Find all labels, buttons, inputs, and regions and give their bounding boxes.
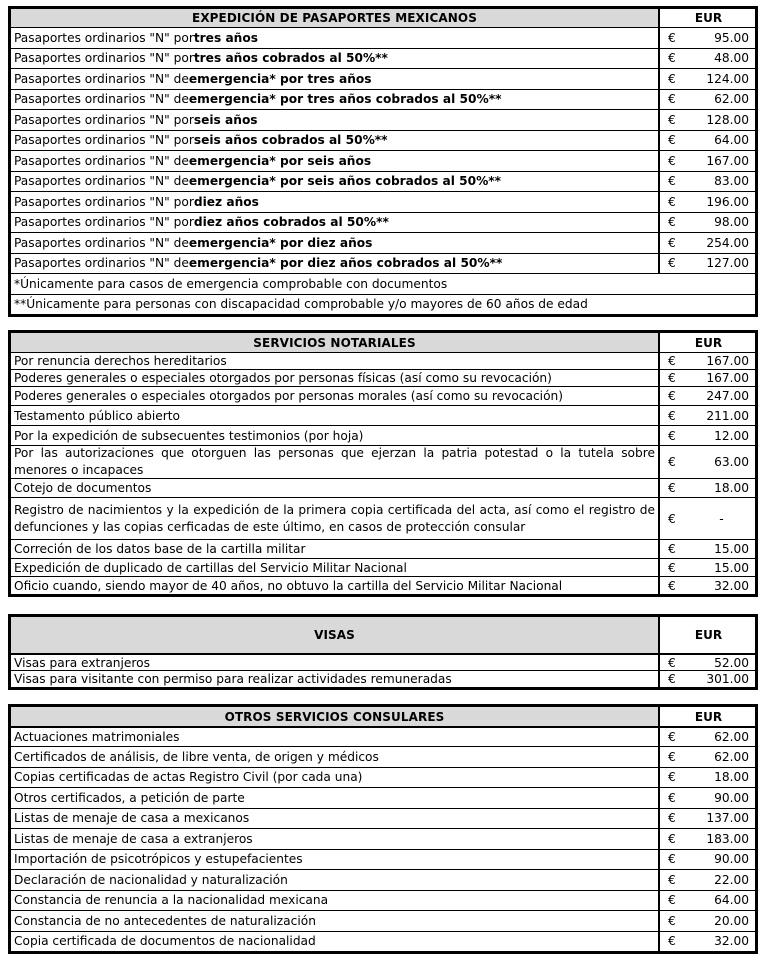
euro-symbol: € — [668, 428, 676, 443]
euro-symbol: € — [668, 730, 676, 744]
table-row — [11, 369, 755, 386]
euro-symbol: € — [668, 153, 676, 168]
row-price: € 20.00 — [668, 913, 749, 928]
row-description: Por las autorizaciones que otorguen las personas que ejerzan la patria potestad o la tutela sobre menores o incapaces — [11, 446, 660, 478]
table-row — [11, 191, 755, 212]
visas-table — [8, 614, 758, 690]
row-description: Listas de menaje de casa a mexicanos — [11, 809, 660, 829]
row-price: € 15.00 — [668, 560, 749, 575]
row-description: Cotejo de documentos — [11, 479, 660, 497]
euro-symbol: € — [668, 893, 676, 908]
row-description: Por renuncia derechos hereditarios — [11, 353, 660, 369]
row-description: Pasaportes ordinarios "N" por tres años cobrados al 50%** — [11, 49, 660, 69]
row-price: € 18.00 — [668, 770, 749, 785]
table-row — [11, 849, 755, 870]
table-row — [11, 425, 755, 445]
euro-symbol: € — [668, 133, 676, 148]
euro-symbol: € — [668, 256, 676, 271]
row-price: € 167.00 — [668, 354, 749, 368]
table-row — [11, 130, 755, 151]
euro-symbol: € — [668, 455, 676, 469]
row-description: Poderes generales o especiales otorgados por personas físicas (así como su revocación) — [11, 370, 660, 386]
row-description: Visas para visitante con permiso para realizar actividades remuneradas — [11, 671, 660, 687]
row-price: € 124.00 — [668, 71, 749, 86]
euro-symbol: € — [668, 371, 676, 385]
section-title: OTROS SERVICIOS CONSULARES — [11, 707, 660, 726]
row-price: € 12.00 — [668, 428, 749, 443]
euro-symbol: € — [668, 354, 676, 368]
euro-symbol: € — [668, 408, 676, 423]
row-description: Expedición de duplicado de cartillas del Servicio Militar Nacional — [11, 559, 660, 576]
euro-symbol: € — [668, 112, 676, 127]
table-row — [11, 232, 755, 253]
table-row — [11, 910, 755, 931]
table-row — [11, 726, 755, 746]
row-price: € 62.00 — [668, 749, 749, 764]
euro-symbol: € — [668, 934, 676, 949]
table-row — [11, 150, 755, 171]
row-price: € 32.00 — [668, 934, 749, 949]
row-description: Copia certificada de documentos de nacionalidad — [11, 932, 660, 952]
row-description: Visas para extranjeros — [11, 655, 660, 670]
row-description: Constancia de renuncia a la nacionalidad mexicana — [11, 891, 660, 911]
row-description: Pasaportes ordinarios "N" por seis años — [11, 110, 660, 130]
row-price: € 196.00 — [668, 194, 749, 209]
row-price: € 15.00 — [668, 542, 749, 556]
euro-symbol: € — [668, 672, 676, 686]
row-description: Por la expedición de subsecuentes testimonios (por hoja) — [11, 426, 660, 445]
table-row — [11, 869, 755, 890]
row-description: Correción de los datos base de la cartilla militar — [11, 540, 660, 558]
row-description: Pasaportes ordinarios "N" por tres años — [11, 28, 660, 48]
euro-symbol: € — [668, 235, 676, 250]
row-price: € 247.00 — [668, 389, 749, 403]
row-description: Pasaportes ordinarios "N" de emergencia* por seis años — [11, 151, 660, 171]
row-price: € 211.00 — [668, 408, 749, 423]
table-row — [11, 828, 755, 849]
row-description: Pasaportes ordinarios "N" por diez años — [11, 192, 660, 212]
row-description: Pasaportes ordinarios "N" de emergencia* por tres años — [11, 69, 660, 89]
euro-symbol: € — [668, 215, 676, 230]
row-price: € 32.00 — [668, 578, 749, 593]
row-description: Pasaportes ordinarios "N" por diez años cobrados al 50%** — [11, 213, 660, 233]
table-row — [11, 478, 755, 497]
euro-symbol: € — [668, 71, 676, 86]
euro-symbol: € — [668, 389, 676, 403]
table-row — [11, 576, 755, 594]
table-row — [11, 558, 755, 576]
row-price: € 128.00 — [668, 112, 749, 127]
passports-table — [8, 6, 758, 317]
table-row — [11, 746, 755, 767]
row-description: Pasaportes ordinarios "N" de emergencia* por tres años cobrados al 50%** — [11, 90, 660, 110]
table-row — [11, 445, 755, 478]
table-row — [11, 253, 755, 274]
section-title: SERVICIOS NOTARIALES — [11, 333, 660, 352]
table-row — [11, 89, 755, 110]
euro-symbol: € — [668, 749, 676, 764]
euro-symbol: € — [668, 174, 676, 189]
row-price: € 90.00 — [668, 790, 749, 805]
row-price: € 301.00 — [668, 672, 749, 686]
row-description: Otros certificados, a petición de parte — [11, 788, 660, 808]
euro-symbol: € — [668, 852, 676, 867]
table-row — [11, 27, 755, 48]
row-price: € 63.00 — [668, 455, 749, 469]
table-header — [11, 707, 755, 726]
table-row — [11, 171, 755, 192]
notarial-services-table — [8, 330, 758, 597]
euro-symbol: € — [668, 578, 676, 593]
row-description: Declaración de nacionalidad y naturalización — [11, 870, 660, 890]
currency-header: EUR — [660, 333, 755, 352]
table-row — [11, 497, 755, 539]
currency-header: EUR — [660, 617, 755, 653]
row-price: € 64.00 — [668, 133, 749, 148]
row-description: Testamento público abierto — [11, 406, 660, 425]
row-price: € 83.00 — [668, 174, 749, 189]
table-row — [11, 48, 755, 69]
row-price: € 64.00 — [668, 893, 749, 908]
table-header — [11, 333, 755, 352]
row-description: Listas de menaje de casa a extranjeros — [11, 829, 660, 849]
euro-symbol: € — [668, 30, 676, 45]
row-price: € 98.00 — [668, 215, 749, 230]
table-row — [11, 670, 755, 687]
table-row — [11, 653, 755, 670]
row-description: Pasaportes ordinarios "N" de emergencia* por seis años cobrados al 50%** — [11, 172, 660, 192]
table-row — [11, 767, 755, 788]
row-description: Registro de nacimientos y la expedición de la primera copia certificada del acta, así como el registro de defunciones y las copias cerficadas de este último, en casos de protección consular — [11, 498, 660, 539]
row-description: Actuaciones matrimoniales — [11, 728, 660, 746]
row-description: Copias certificadas de actas Registro Civil (por cada una) — [11, 768, 660, 788]
euro-symbol: € — [668, 655, 676, 670]
row-price: € 52.00 — [668, 655, 749, 670]
table-header — [11, 617, 755, 653]
row-description: Poderes generales o especiales otorgados por personas morales (así como su revocación) — [11, 387, 660, 405]
row-price: € 167.00 — [668, 371, 749, 385]
footnote-discount: **Únicamente para personas con discapacidad comprobable y/o mayores de 60 años de edad — [11, 294, 755, 315]
table-header — [11, 9, 755, 27]
row-price: € 95.00 — [668, 30, 749, 45]
row-price: € 18.00 — [668, 481, 749, 495]
row-price: € 167.00 — [668, 153, 749, 168]
section-title: VISAS — [11, 617, 660, 653]
euro-symbol: € — [668, 913, 676, 928]
table-row — [11, 539, 755, 558]
footnote-emergency: *Únicamente para casos de emergencia comprobable con documentos — [11, 273, 755, 294]
euro-symbol: € — [668, 481, 676, 495]
table-row — [11, 405, 755, 425]
table-row — [11, 68, 755, 89]
row-description: Oficio cuando, siendo mayor de 40 años, no obtuvo la cartilla del Servicio Militar Nacional — [11, 577, 660, 594]
row-price: € 22.00 — [668, 872, 749, 887]
row-description: Pasaportes ordinarios "N" de emergencia* por diez años — [11, 233, 660, 253]
row-price: € 183.00 — [668, 831, 749, 846]
row-price: € - — [668, 511, 724, 526]
euro-symbol: € — [668, 770, 676, 785]
currency-header: EUR — [660, 9, 755, 27]
table-row — [11, 890, 755, 911]
row-description: Pasaportes ordinarios "N" por seis años cobrados al 50%** — [11, 131, 660, 151]
euro-symbol: € — [668, 560, 676, 575]
section-title: EXPEDICIÓN DE PASAPORTES MEXICANOS — [11, 9, 660, 27]
other-consular-services-table — [8, 704, 758, 954]
row-price: € 62.00 — [668, 730, 749, 744]
row-price: € 127.00 — [668, 256, 749, 271]
table-row — [11, 212, 755, 233]
row-description: Certificados de análisis, de libre venta, de origen y médicos — [11, 747, 660, 767]
euro-symbol: € — [668, 51, 676, 66]
row-description: Importación de psicotrópicos y estupefacientes — [11, 850, 660, 870]
row-description: Pasaportes ordinarios "N" de emergencia* por diez años cobrados al 50%** — [11, 254, 660, 274]
currency-header: EUR — [660, 707, 755, 726]
euro-symbol: € — [668, 511, 676, 526]
row-price: € 90.00 — [668, 852, 749, 867]
euro-symbol: € — [668, 92, 676, 107]
row-price: € 254.00 — [668, 235, 749, 250]
table-row — [11, 808, 755, 829]
row-price: € 48.00 — [668, 51, 749, 66]
euro-symbol: € — [668, 811, 676, 826]
euro-symbol: € — [668, 542, 676, 556]
table-row — [11, 787, 755, 808]
euro-symbol: € — [668, 790, 676, 805]
row-description: Constancia de no antecedentes de naturalización — [11, 911, 660, 931]
table-row — [11, 109, 755, 130]
row-price: € 62.00 — [668, 92, 749, 107]
table-row — [11, 386, 755, 405]
euro-symbol: € — [668, 831, 676, 846]
euro-symbol: € — [668, 194, 676, 209]
table-row — [11, 931, 755, 952]
table-row — [11, 352, 755, 369]
euro-symbol: € — [668, 872, 676, 887]
row-price: € 137.00 — [668, 811, 749, 826]
